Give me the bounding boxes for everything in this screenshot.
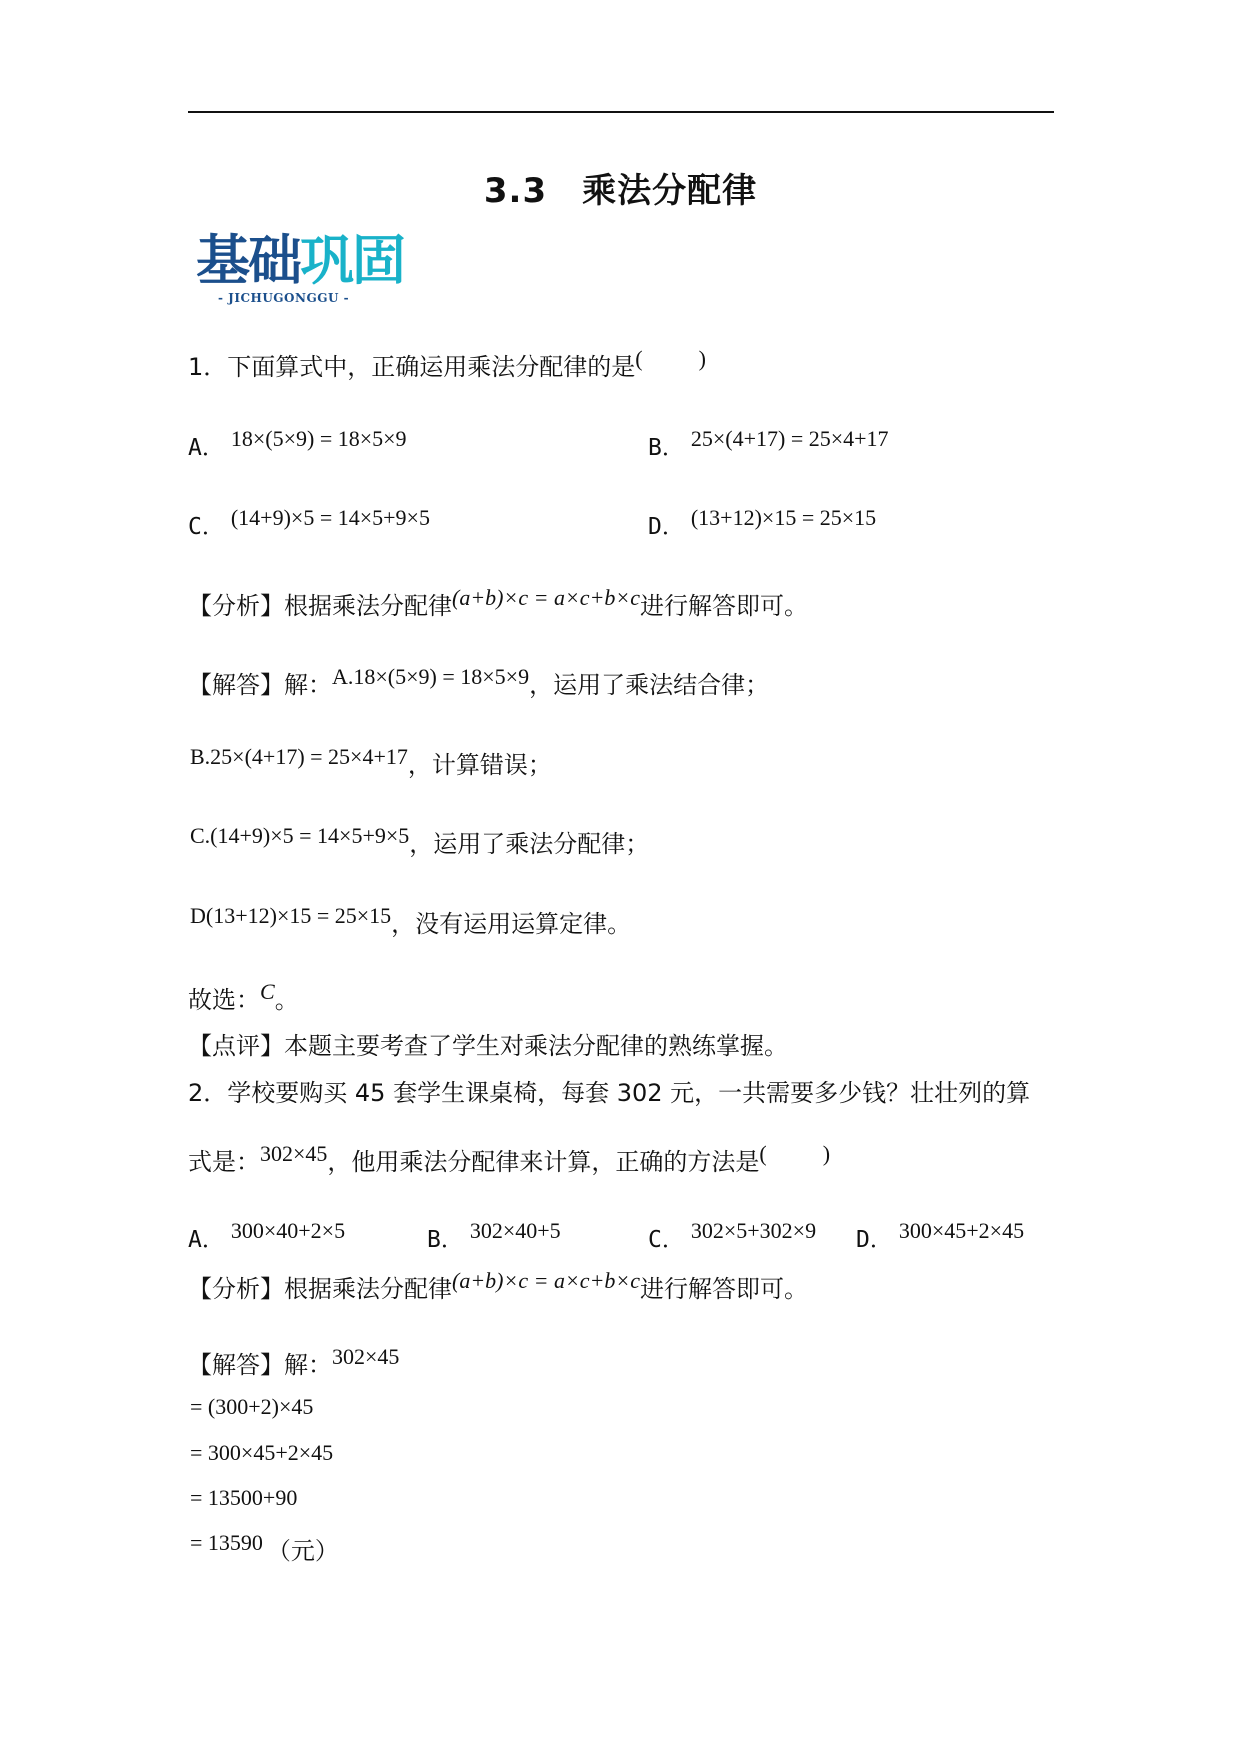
q2-option-c[interactable]: C． 302×5+302×9 xyxy=(648,1218,817,1253)
page-title: 3.3 乘法分配律 xyxy=(483,171,758,211)
q2-stem-line2: 式是：302×45，他用乘法分配律来计算，正确的方法是( ) xyxy=(188,1141,831,1176)
q2-step-4: = 13590 （元） xyxy=(190,1530,339,1565)
q2-option-d[interactable]: D． 300×45+2×45 xyxy=(856,1218,1025,1253)
header-rule xyxy=(188,111,1054,113)
q2-step-2: = 300×45+2×45 xyxy=(190,1440,334,1465)
q2-step-3: = 13500+90 xyxy=(190,1485,298,1510)
q1-analysis: 【分析】根据乘法分配律(a+b)×c = a×c+b×c进行解答即可。 xyxy=(188,585,809,620)
q1-answer-line-4: D(13+12)×15 = 25×15，没有运用运算定律。 xyxy=(190,903,632,938)
q1-stem: 1．下面算式中，正确运用乘法分配律的是( ) xyxy=(188,346,706,381)
q2-step-1: = (300+2)×45 xyxy=(190,1394,314,1419)
q2-option-b[interactable]: B． 302×40+5 xyxy=(427,1218,561,1253)
q1-option-c[interactable]: C． (14+9)×5 = 14×5+9×5 xyxy=(188,505,430,540)
q1-answer-line-1: 【解答】解：A.18×(5×9) = 18×5×9，运用了乘法结合律； xyxy=(188,664,770,699)
q1-choice: 故选：C。 xyxy=(188,979,299,1014)
q1-option-b[interactable]: B． 25×(4+17) = 25×4+17 xyxy=(648,426,889,461)
q2-stem-line1: 2．学校要购买 45 套学生课桌椅，每套 302 元，一共需要多少钱？壮壮列的算 xyxy=(188,1079,1031,1107)
q1-option-a[interactable]: A． 18×(5×9) = 18×5×9 xyxy=(188,426,407,461)
q1-answer-line-3: C.(14+9)×5 = 14×5+9×5，运用了乘法分配律； xyxy=(190,823,650,858)
section-logo xyxy=(196,229,414,305)
q2-answer: 【解答】解：302×45 xyxy=(188,1344,400,1379)
q2-analysis: 【分析】根据乘法分配律(a+b)×c = a×c+b×c进行解答即可。 xyxy=(188,1268,809,1303)
q1-comment: 【点评】本题主要考查了学生对乘法分配律的熟练掌握。 xyxy=(188,1032,788,1060)
logo-subtitle: - JICHUGONGGU - xyxy=(218,291,350,305)
q1-answer-line-2: B.25×(4+17) = 25×4+17，计算错误； xyxy=(190,744,552,779)
q1-option-d[interactable]: D． (13+12)×15 = 25×15 xyxy=(648,505,877,540)
q2-option-a[interactable]: A． 300×40+2×5 xyxy=(188,1218,346,1253)
logo-text: 基础巩固 xyxy=(196,229,404,292)
